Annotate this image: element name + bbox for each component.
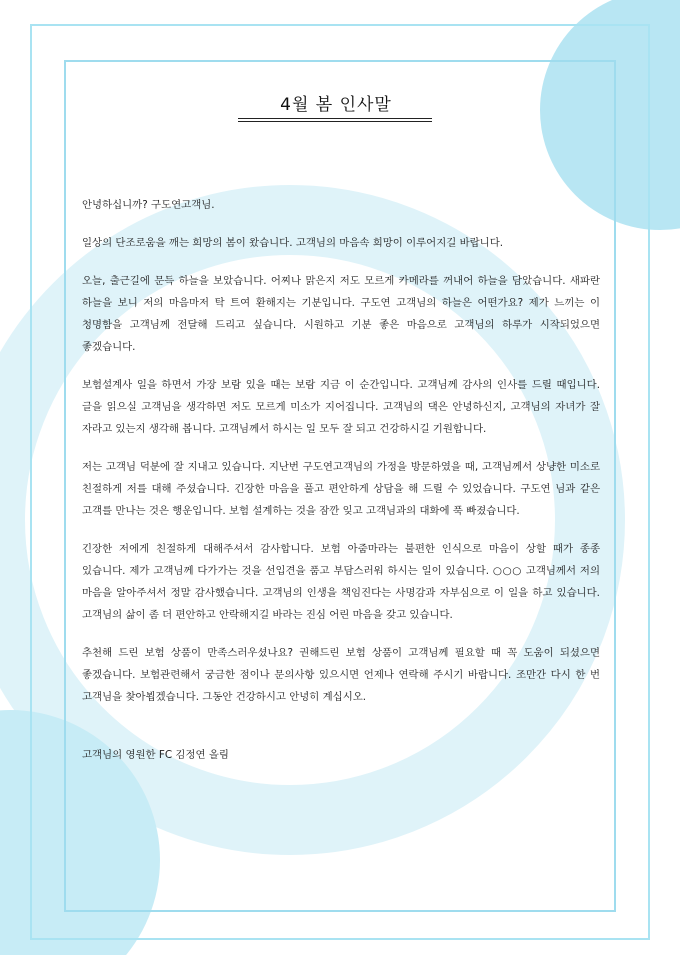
paragraph-5: 긴장한 저에게 친절하게 대해주셔서 감사합니다. 보험 아줌마라는 불편한 인식으로 마음이 상할 때가 종종 있습니다. 제가 고객님께 다가가는 것을 선입견을 품고 부담스러워 하시는 일이 있습니다. ○○○ 고객님께서 저의 마음을 알아주셔서 정말 감사했습니다. 고객님의 인생을 책임진다는 사명감과 자부심으로 이 일을 하고 있습니다. 고객님의 삶이 좀 더 편안하고 안락해지길 바라는 진심 어린 마음을 갖고 있습니다. <box>82 543 600 621</box>
paragraph-6: 추천해 드린 보험 상품이 만족스러우셨나요? 권해드린 보험 상품이 고객님께 필요할 때 꼭 도움이 되셨으면 좋겠습니다. 보험관련해서 궁금한 점이나 문의사항 있으시면 언제나 연락해 주시기 바랍니다. 조만간 다시 한 번 고객님을 찾아뵙겠습니다. 그동안 건강하시고 안녕히 계십시오. <box>82 647 600 703</box>
title-underline-double <box>238 121 432 122</box>
letter-body <box>82 194 600 782</box>
title-underline <box>238 118 432 119</box>
letter-title: 4월 봄 인사말 <box>280 95 392 115</box>
paragraph-3: 보험설계사 일을 하면서 가장 보람 있을 때는 보람 지금 이 순간입니다. 고객님께 감사의 인사를 드릴 때입니다. 글을 읽으실 고객님을 생각하면 저도 모르게 미소가 지어집니다. 고객님의 댁은 안녕하신지, 고객님의 자녀가 잘 자라고 있는지 생각해 봅니다. 고객님께서 하시는 일 모두 잘 되고 건강하시길 기원합니다. <box>82 379 600 435</box>
paragraph-1: 일상의 단조로움을 깨는 희망의 봄이 왔습니다. 고객님의 마음속 희망이 이루어지길 바랍니다. <box>82 237 504 249</box>
paragraph-2: 오늘, 출근길에 문득 하늘을 보았습니다. 어찌나 맑은지 저도 모르게 카메라를 꺼내어 하늘을 담았습니다. 새파란 하늘을 보니 저의 마음마저 탁 트여 환해지는 기분입니다. 구도연 고객님의 하늘은 어떤가요? 제가 느끼는 이 청명함을 고객님께 전달해 드리고 싶습니다. 시원하고 기분 좋은 마음으로 고객님의 하루가 시작되었으면 좋겠습니다. <box>82 275 600 353</box>
greeting: 안녕하십니까? 구도연고객님. <box>82 199 215 211</box>
paragraph-4: 저는 고객님 덕분에 잘 지내고 있습니다. 지난번 구도연고객님의 가정을 방문하였을 때, 고객님께서 상냥한 미소로 친절하게 저를 대해 주셨습니다. 긴장한 마음을 풀고 편안하게 상담을 해 드릴 수 있었습니다. 구도연 님과 같은 고객를 만나는 것은 행운입니다. 보험 설계하는 것을 잠깐 잊고 고객님과의 대화에 푹 빠졌습니다. <box>82 461 600 517</box>
signature: 고객님의 영원한 FC 김정연 올림 <box>82 749 229 761</box>
